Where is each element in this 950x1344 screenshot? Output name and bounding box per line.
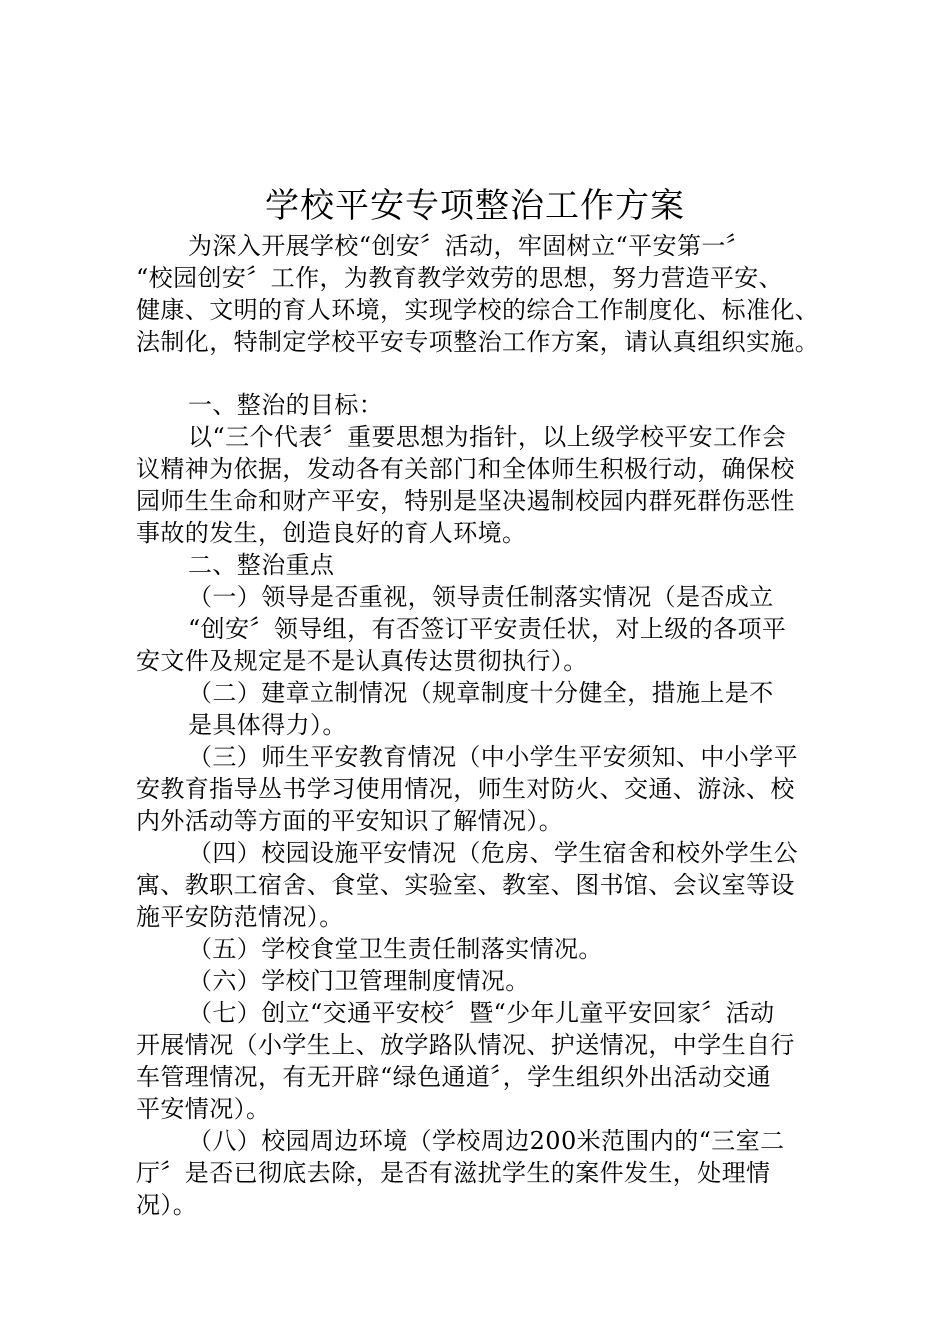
- goals-line-2: 议精神为依据，发动各有关部门和全体师生积极行动，确保校: [136, 455, 795, 483]
- intro-line-4: 法制化，特制定学校平安专项整治工作方案，请认真组织实施。: [136, 328, 820, 356]
- goals-line-4: 事故的发生，创造良好的育人环境。: [136, 519, 527, 547]
- item-4-line-2: 寓、教职工宿舍、食堂、实验室、教室、图书馆、会议室等设: [136, 871, 795, 899]
- item-3-line-3: 内外活动等方面的平安知识了解情况）。: [136, 807, 564, 835]
- item-3-line-2: 安教育指导丛书学习使用情况，师生对防火、交通、游泳、校: [136, 775, 795, 803]
- item-5-line-1: （五）学校食堂卫生责任制落实情况。: [188, 935, 603, 963]
- item-7-line-2: 开展情况（小学生上、放学路队情况、护送情况，中学生自行: [136, 1031, 795, 1059]
- section-heading-focus: 二、整治重点: [188, 551, 335, 579]
- goals-line-1: 以“三个代表〞重要思想为指针，以上级学校平安工作会: [188, 423, 787, 451]
- item-1-line-2: “创安〞领导组，有否签订平安责任状，对上级的各项平: [188, 615, 787, 643]
- item-4-line-3: 施平安防范情况）。: [136, 903, 344, 931]
- item-8-line-3: 况）。: [136, 1191, 198, 1219]
- item-8-line-2: 厅〞是否已彻底去除，是否有滋扰学生的案件发生，处理情: [136, 1159, 771, 1187]
- item-1-line-1: （一）领导是否重视，领导责任制落实情况（是否成立: [188, 583, 774, 611]
- document-title: 学校平安专项整治工作方案: [265, 186, 685, 226]
- item-4-line-1: （四）校园设施平安情况（危房、学生宿舍和校外学生公: [188, 839, 798, 867]
- item-7-line-4: 平安情况）。: [136, 1095, 271, 1123]
- item-7-line-1: （七）创立“交通平安校〞暨“少年儿童平安回家〞活动: [188, 999, 775, 1027]
- item-6-line-1: （六）学校门卫管理制度情况。: [188, 967, 530, 995]
- intro-line-1: 为深入开展学校“创安〞活动，牢固树立“平安第一〞: [188, 232, 751, 260]
- item-2-line-2: 是具体得力）。: [188, 711, 347, 739]
- goals-line-3: 园师生生命和财产平安，特别是坚决遏制校园内群死群伤恶性: [136, 487, 795, 515]
- item-8-line-1: （八）校园周边环境（学校周边200米范围内的“三室二: [188, 1127, 785, 1155]
- item-2-line-1: （二）建章立制情况（规章制度十分健全，措施上是不: [188, 679, 774, 707]
- item-1-line-3: 安文件及规定是不是认真传达贯彻执行）。: [136, 647, 588, 675]
- intro-line-3: 健康、文明的育人环境，实现学校的综合工作制度化、标准化、: [136, 296, 820, 324]
- intro-line-2: “校园创安〞工作，为教育教学效劳的思想，努力营造平安、: [136, 264, 784, 292]
- section-heading-goals: 一、整治的目标：: [188, 391, 384, 419]
- item-3-line-1: （三）师生平安教育情况（中小学生平安须知、中小学平: [188, 743, 798, 771]
- item-7-line-3: 车管理情况，有无开辟“绿色通道〞，学生组织外出活动交通: [136, 1063, 772, 1091]
